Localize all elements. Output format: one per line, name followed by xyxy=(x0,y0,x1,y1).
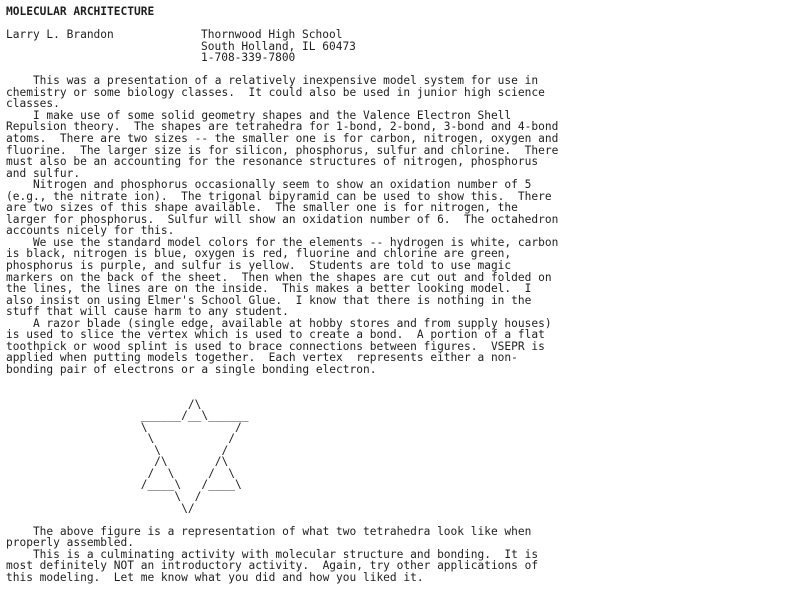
author-name: Larry L. Brandon xyxy=(6,28,114,42)
paragraph-figure-caption: The above figure is a representation of what two tetrahedra look like when properly assembled. xyxy=(6,524,532,550)
paragraph-shapes: I make use of some solid geometry shapes and the Valence Electron Shell Repulsion theory. The shapes are tetrahedra for 1-bond, 2-bond, 3-bond and 4-bond atoms. There are two sizes -- the smaller one is for carbon, nitrogen, oxygen and fluorine. The larger size is for silicon, phosphorus, sulfur and chlorine. There must also be an accounting for the resonance structures of nitrogen, phosphorus and sulfur. xyxy=(6,108,559,180)
spacer xyxy=(6,376,558,399)
school-address: South Holland, IL 60473 xyxy=(201,39,356,53)
paragraph-oxidation: Nitrogen and phosphorus occasionally seem to show an oxidation number of 5 (e.g., the nitrate ion). The trigonal bipyramid can be used to show this. There are two sizes of this shape available. The smaller one is for nitrogen, the larger for phosphorus. Sulfur will show an oxidation number of 6. The octahedron accounts nicely for this. xyxy=(6,178,559,238)
paragraph-razor: A razor blade (single edge, available at hobby stores and from supply houses) is used to slice the vertex which is used to create a bond. A portion of a flat toothpick or wood splint is used to brace connections between figures. VSEPR is applied when putting models together. Each vertex represents either a non- bonding pair of electrons or a single bonding electron. xyxy=(6,316,552,376)
ascii-tetrahedra-figure: /\ ______/__\______ \ / \ / \ / /\ /\ / \ / \ /____\ /____\ \ / \/ xyxy=(140,397,249,515)
school-name: Thornwood High School xyxy=(201,28,343,42)
spacer xyxy=(6,514,558,526)
paragraph-conclusion: This is a culminating activity with molecular structure and bonding. It is most definitely NOT an introductory activity. Again, try other applications of this modeling. Let me know what you did and how you liked it. xyxy=(6,547,539,584)
school-info xyxy=(201,29,356,64)
paragraph-intro: This was a presentation of a relatively inexpensive model system for use in chemistry or some biology classes. It could also be used in junior high science classes. xyxy=(6,74,545,111)
document-title: MOLECULAR ARCHITECTURE xyxy=(6,5,155,18)
school-phone: 1-708-339-7800 xyxy=(201,51,296,65)
author-header xyxy=(6,29,558,64)
document xyxy=(6,6,558,583)
paragraph-colors: We use the standard model colors for the elements -- hydrogen is white, carbon is black, nitrogen is blue, oxygen is red, fluorine and chlorine are green, phosphorus is purple, and sulfur is yellow. Students are told to use magic markers on the back of the sheet. Then when the shapes are cut out and folded on the lines, the lines are on the inside. This makes a better looking model. I also insist on using Elmer's School Glue. I know that there is nothing in the stuff that will cause harm to any student. xyxy=(6,235,559,319)
